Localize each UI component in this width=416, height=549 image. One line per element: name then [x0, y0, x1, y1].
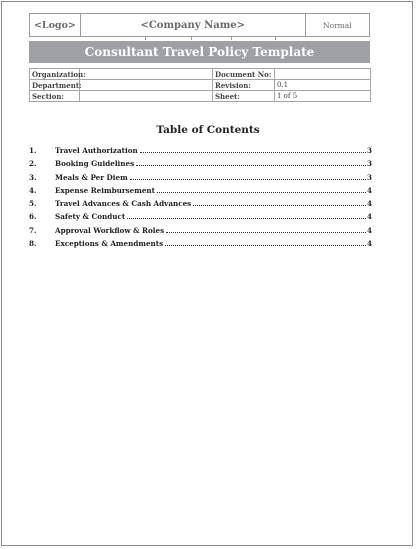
logo-placeholder: <Logo>: [30, 14, 81, 37]
meta-row: [30, 91, 371, 102]
toc-leader: [193, 205, 366, 206]
toc-number: 2.: [29, 159, 37, 169]
table-of-contents: [29, 146, 372, 252]
toc-number: 1.: [29, 146, 37, 155]
toc-page: 4: [367, 199, 373, 209]
toc-page: 3: [367, 146, 373, 155]
meta-row: [30, 69, 371, 80]
toc-entry[interactable]: [29, 186, 372, 199]
toc-number: 3.: [29, 172, 37, 182]
toc-label: Exceptions & Amendments: [55, 239, 164, 249]
toc-label: Expense Reimbursement: [55, 185, 155, 195]
toc-entry[interactable]: [29, 199, 372, 212]
toc-leader: [157, 192, 366, 193]
toc-heading: Table of Contents: [156, 124, 260, 136]
sheet-label: Sheet:: [213, 91, 275, 102]
toc-leader: [136, 165, 366, 166]
organization-value: [80, 69, 213, 80]
toc-entry[interactable]: [29, 226, 372, 239]
status-label: Normal: [305, 14, 369, 37]
company-name: <Company Name>: [80, 14, 305, 37]
sheet-value: 1 of 5: [275, 91, 371, 102]
toc-page: 3: [367, 172, 373, 182]
toc-leader: [166, 232, 366, 233]
toc-number: 8.: [29, 239, 37, 249]
toc-entry[interactable]: [29, 159, 372, 172]
toc-number: 5.: [29, 199, 37, 209]
organization-label: Organization:: [30, 69, 80, 80]
toc-page: 3: [367, 159, 373, 169]
section-label: Section:: [30, 91, 80, 102]
toc-leader: [140, 152, 366, 153]
toc-label: Safety & Conduct: [55, 212, 126, 222]
document-no-label: Document No:: [213, 69, 275, 80]
toc-label: Travel Advances & Cash Advances: [55, 199, 192, 209]
document-title: Consultant Travel Policy Template: [29, 41, 370, 63]
toc-number: 7.: [29, 225, 37, 235]
toc-entry[interactable]: [29, 212, 372, 225]
toc-entry[interactable]: [29, 239, 372, 252]
toc-page: 4: [367, 212, 373, 222]
toc-leader: [165, 245, 366, 246]
toc-leader: [127, 218, 366, 219]
toc-number: 4.: [29, 185, 37, 195]
toc-page: 4: [367, 185, 373, 195]
toc-label: Booking Guidelines: [55, 159, 135, 169]
revision-value: 0.1: [275, 80, 371, 91]
toc-label: Approval Workflow & Roles: [55, 225, 165, 235]
department-label: Department:: [30, 80, 80, 91]
toc-page: 4: [367, 225, 373, 235]
document-meta-table: [29, 68, 371, 102]
meta-row: [30, 80, 371, 91]
toc-entry[interactable]: [29, 146, 372, 159]
toc-entry[interactable]: [29, 173, 372, 186]
toc-leader: [130, 179, 366, 180]
section-value: [80, 91, 213, 102]
toc-number: 6.: [29, 212, 37, 222]
toc-label: Meals & Per Diem: [55, 172, 128, 182]
header-ticks: [79, 36, 370, 40]
toc-label: Travel Authorization: [55, 146, 138, 155]
department-value: [80, 80, 213, 91]
document-no-value: [275, 69, 371, 80]
revision-label: Revision:: [213, 80, 275, 91]
document-header: [29, 13, 370, 37]
toc-page: 4: [367, 239, 373, 249]
